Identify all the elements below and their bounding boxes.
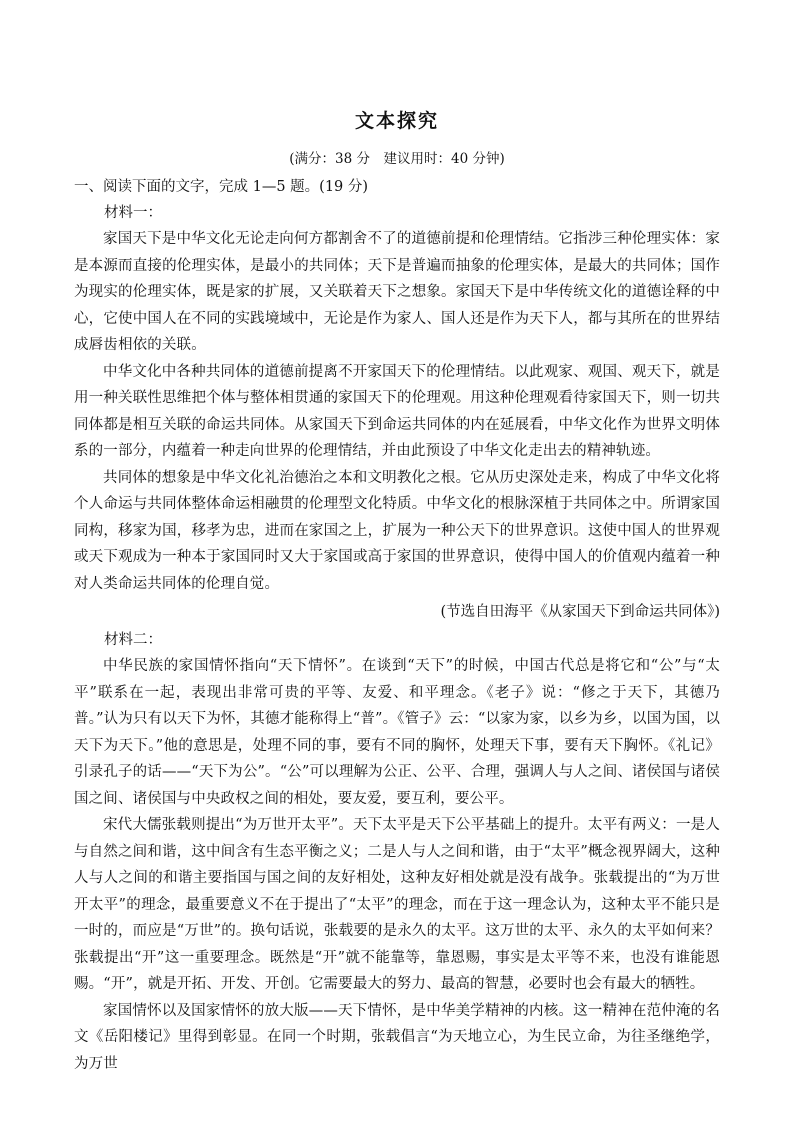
material-1-paragraph-3: 共同体的想象是中华文化礼治德治之本和文明教化之根。它从历史深处走来，构成了中华文化将个人命运与共同体整体命运相融贯的伦理型文化特质。中华文化的根脉深植于共同体之中。所谓家国同构，移家为国，移孝为忠，进而在家国之上，扩展为一种公天下的世界意识。这使中国人的世界观或天下观成为一种本于家国同时又大于家国或高于家国的世界意识，使得中国人的价值观内蕴着一种对人类命运共同体的伦理自觉。 (74, 469, 720, 592)
material-2-paragraph-1: 中华民族的家国情怀指向“天下情怀”。在谈到“天下”的时候，中国古代总是将它和“公”与“太平”联系在一起，表现出非常可贵的平等、友爱、和平理念。《老子》说：“修之于天下，其德乃普。”认为只有以天下为怀，其德才能称得上“普”。《管子》云：“以家为家，以乡为乡，以国为国，以天下为天下。”他的意思是，处理不同的事，要有不同的胸怀，处理天下事，要有天下胸怀。《礼记》引录孔子的话——“天下为公”。“公”可以理解为公正、公平、合理，强调人与人之间、诸侯国与诸侯国之间、诸侯国与中央政权之间的相处，要友爱，要互利，要公平。 (74, 658, 720, 807)
material-2-label: 材料二： (104, 632, 162, 648)
material-1-paragraph-1: 家国天下是中华文化无论走向何方都割舍不了的道德前提和伦理情结。它指涉三种伦理实体：家是本源而直接的伦理实体，是最小的共同体；天下是普遍而抽象的伦理实体，是最大的共同体；国作为现实的伦理实体，既是家的扩展，又关联着天下之想象。家国天下是中华传统文化的道德诠释的中心，它使中国人在不同的实践境域中，无论是作为家人、国人还是作为天下人，都与其所在的世界结成唇齿相依的关联。 (74, 231, 720, 353)
material-1-source: (节选自田海平《从家国天下到命运共同体》) (440, 604, 720, 620)
document-title: 文本探究 (354, 110, 439, 132)
material-1-label: 材料一： (104, 205, 162, 221)
material-1-paragraph-2: 中华文化中各种共同体的道德前提离不开家国天下的伦理情结。以此观家、观国、观天下，就是用一种关联性思维把个体与整体相贯通的家国天下的伦理观。用这种伦理观看待家国天下，则一切共同体都是相互关联的命运共同体。从家国天下到命运共同体的内在延展看，中华文化作为世界文明体系的一部分，内蕴着一种走向世界的伦理情结，并由此预设了中华文化走出去的精神轨迹。 (74, 363, 720, 459)
question-heading: 一、阅读下面的文字，完成 1—5 题。(19 分) (74, 179, 369, 195)
material-2-paragraph-2: 宋代大儒张载则提出“为万世开太平”。天下太平是天下公平基础上的提升。太平有两义：一是人与自然之间和谐，这中间含有生态平衡之义；二是人与人之间和谐，由于“太平”概念视界阔大，这种人与人之间的和谐主要指国与国之间的友好相处，这种友好相处就是没有战争。张载提出的“为万世开太平”的理念，最重要意义不在于提出了“太平”的理念，而在于这一理念认为，这种太平不能只是一时的，而应是“万世”的。换句话说，张载要的是永久的太平。这万世的太平、永久的太平如何来？张载提出“开”这一重要理念。既然是“开”就不能靠等，靠恩赐，事实是太平等不来，也没有谁能恩赐。“开”，就是开拓、开发、开创。它需要最大的努力、最高的智慧，必要时也会有最大的牺牲。 (74, 817, 720, 992)
exam-info: (满分：38 分 建议用时：40 分钟) (289, 151, 505, 167)
material-2-paragraph-3: 家国情怀以及国家情怀的放大版——天下情怀，是中华美学精神的内核。这一精神在范仲淹的名文《岳阳楼记》里得到彰显。在同一个时期，张载倡言“为天地立心，为生民立命，为往圣继绝学，为万世 (74, 1002, 720, 1072)
